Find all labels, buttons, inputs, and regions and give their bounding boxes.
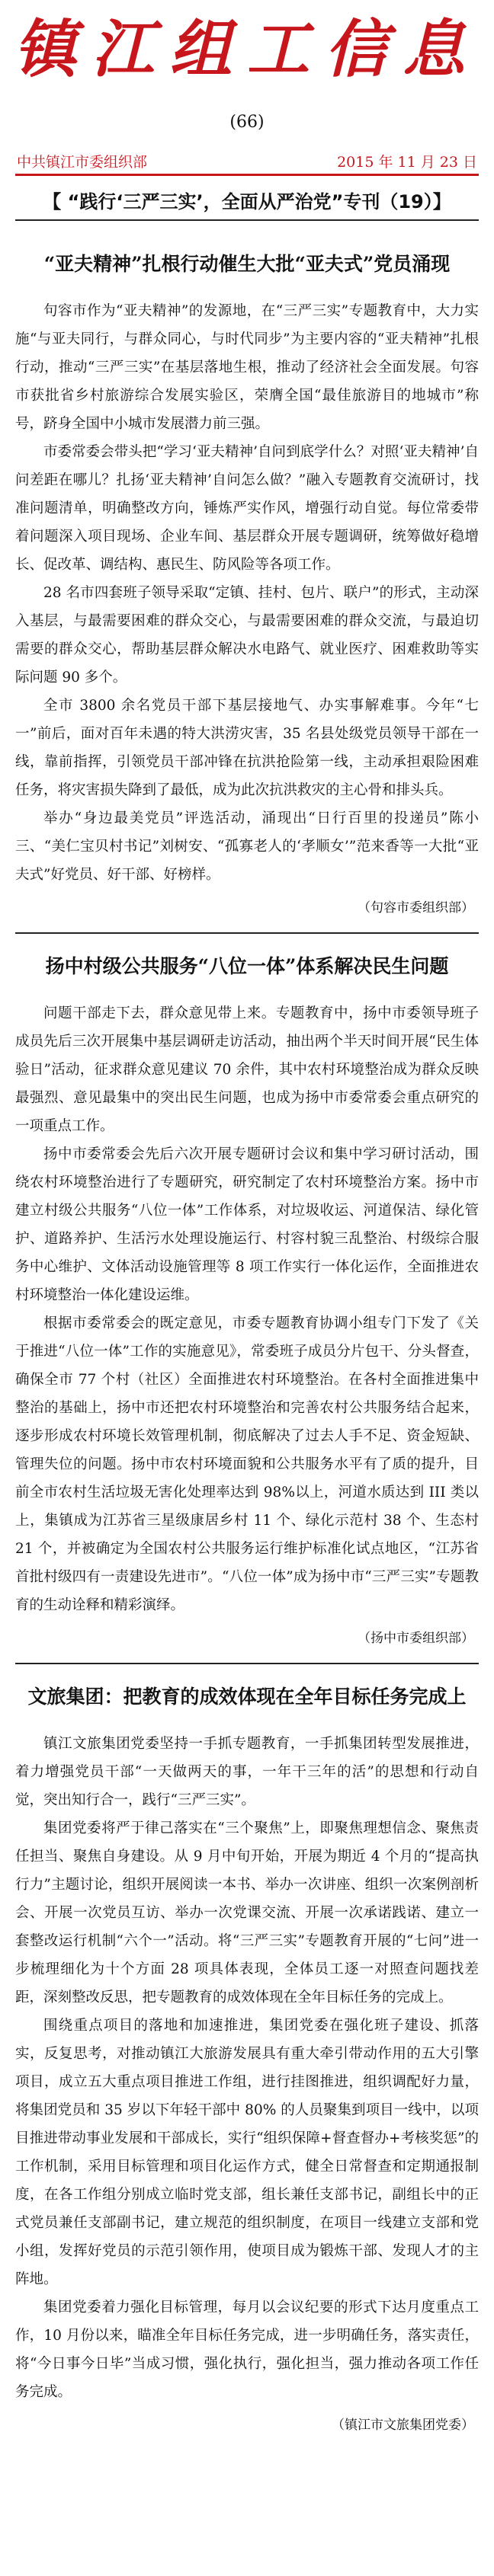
issue-number: (66): [229, 113, 265, 132]
article-paragraph: 集团党委将严于律己落实在“三个聚焦”上，即聚焦理想信念、聚焦责任担当、聚焦自身建设。从 9 月中旬开始，开展为期近 4 个月的“提高执行力”主题讨论，组织开展阅读一本书、举办一次讲座、组织一次案例剖析会、开展一次党员互访、举办一次党课交流、开展一次承诺践诺、建立一套整改运行机制“六个一”活动。将“三严三实”专题教育开展的“七问”进一步梳理细化为十个方面 28 项具体表现，全体员工逐一对照查问题找差距，深刻整改反思，把专题教育的成效体现在全年目标任务的完成上。: [15, 1820, 479, 2006]
article-paragraph: 根据市委常委会的既定意见，市委专题教育协调小组专门下发了《关于推进“八位一体”工作的实施意见》，常委班子成员分片包干、分头督查，确保全市 77 个村（社区）全面推进农村环境整治。在各村全面推进集中整治的基础上，扬中市还把农村环境整治和完善农村公共服务结合起来，逐步形成农村环境长效管理机制，彻底解决了过去人手不足、资金短缺、管理失位的问题。扬中市农村环境面貌和公共服务水平有了质的提升，目前全市农村生活垃圾无害化处理率达到 98%以上，河道水质达到 III 类以上，集镇成为江苏省三星级康居乡村 11 个、绿化示范村 38 个、生态村 21 个，并被确定为全国农村公共服务运行维护标准化试点地区，“江苏省首批村级四有一责建设先进市”。“八位一体”成为扬中市“三严三实”专题教育的生动诠释和精彩演绎。: [15, 1315, 479, 1613]
article-paragraph: 扬中市委常委会先后六次开展专题研讨会议和集中学习研讨活动，围绕农村环境整治进行了专题研究，研究制定了农村环境整治方案。扬中市建立村级公共服务“八位一体”工作体系，对垃圾收运、河道保洁、绿化管护、道路养护、生活污水处理设施运行、村容村貌三乱整治、村级综合服务中心维护、文体活动设施管理等 8 项工作实行一体化运作，全面推进农村环境整治一体化建设运维。: [15, 1146, 479, 1303]
article-title: “亚夫精神”扎根行动催生大批“亚夫式”党员涌现: [43, 253, 451, 275]
article-paragraph: 句容市作为“亚夫精神”的发源地，在“三严三实”专题教育中，大力实施“与亚夫同行，与群众同心，与时代同步”为主要内容的“亚夫精神”扎根行动，推动“三严三实”在基层落地生根，推动了经济社会全面发展。句容市获批省乡村旅游综合发展实验区，荣膺全国“最佳旅游目的地城市”称号，跻身全国中小城市发展潜力前三强。: [15, 303, 479, 432]
article-paragraph: 围绕重点项目的落地和加速推进，集团党委在强化班子建设、抓落实，反复思考，对推动镇江大旅游发展具有重大牵引带动作用的五大引擎项目，成立五大重点项目推进工作组，进行挂图推进，组织调配好力量，将集团党员和 35 岁以下年轻干部中 80% 的人员聚集到项目一线中，以项目推进带动事业发展和干部成长，实行“组织保障+督查督办+考核奖惩”的工作机制，采用目标管理和项目化运作方式，健全日常督查和定期通报制度，在各工作组分别成立临时党支部，组长兼任支部书记，副组长中的正式党员兼任支部副书记，建立规范的组织制度，在项目一线建立支部和党小组，发挥好党员的示范引领作用，使项目成为锻炼干部、发现人才的主阵地。: [15, 2018, 479, 2287]
article-title: 扬中村级公共服务“八位一体”体系解决民生问题: [45, 955, 449, 977]
article-paragraph: 举办“身边最美党员”评选活动，涌现出“日行百里的投递员”陈小三、“美仁宝贝村书记”刘树安、“孤寡老人的‘孝顺女’”范来香等一大批“亚夫式”好党员、好干部、好榜样。: [15, 810, 479, 883]
article-paragraph: 集团党委着力强化目标管理，每月以会议纪要的形式下达月度重点工作，10 月份以来，瞄准全年目标任务完成，进一步明确任务，落实责任，将“今日事今日毕”当成习惯，强化执行，强化担当，强力推动各项工作任务完成。: [15, 2300, 479, 2400]
article-1: [15, 251, 479, 2433]
publish-date: 2015 年 11 月 23 日: [337, 154, 477, 171]
article-paragraph: 市委常委会带头把“学习‘亚夫精神’自问到底学什么？对照‘亚夫精神’自问差距在哪儿？扎扬‘亚夫精神’自问怎么做？”融入专题教育交流研讨，找准问题清单，明确整改方向，锤炼严实作风，增强行动自觉。每位常委带着问题深入项目现场、企业车间、基层群众开展专题调研，统筹做好稳增长、促改革、调结构、惠民生、防风险等各项工作。: [15, 444, 479, 573]
series-title: 【 “践行‘三严三实’，全面从严治党”专刊（19）】: [43, 191, 451, 213]
article-paragraph: 镇江文旅集团党委坚持一手抓专题教育，一手抓集团转型发展推进，着力增强党员干部“一天做两天的事，一年干三年的活”的思想和行动自觉，突出知行合一，践行“三严三实”。: [15, 1736, 479, 1808]
article-paragraph: 问题干部走下去，群众意见带上来。专题教育中，扬中市委领导班子成员先后三次开展集中基层调研走访活动，抽出两个半天时间开展“民生体验日”活动，征求群众意见建议 70 余件，其中农村环境整治成为群众反映最强烈、意见最集中的突出民生问题，也成为扬中市委常委会重点研究的一项重点工作。: [15, 1005, 479, 1134]
publisher: 中共镇江市委组织部: [17, 154, 148, 171]
article-title: 文旅集团：把教育的成效体现在全年目标任务完成上: [27, 1686, 467, 1708]
article-source: （句容市委组织部）: [358, 900, 474, 916]
article-divider: [15, 1663, 479, 1664]
article-source: （扬中市委组织部）: [358, 1631, 474, 1646]
article-divider: [15, 932, 479, 934]
article-paragraph: 全市 3800 余名党员干部下基层接地气、办实事解难事。今年“七一”前后，面对百年未遇的特大洪涝灾害，35 名县处级党员领导干部在一线，靠前指挥，引领党员干部冲锋在抗洪抢险第一线，主动承担艰险困难任务，将灾害损失降到了最低，成为此次抗洪救灾的主心骨和排头兵。: [15, 698, 479, 798]
article-source: （镇江市文旅集团党委）: [332, 2418, 474, 2433]
series-divider: [15, 219, 479, 221]
header-divider: [15, 174, 479, 176]
masthead-title: 镇江组工信息: [14, 13, 480, 86]
article-paragraph: 28 名市四套班子领导采取“定镇、挂村、包片、联户”的形式，主动深入基层，与最需要困难的群众交心，与最需要困难的群众交流，与最迫切需要的群众交心，帮助基层群众解决水电路气、就业医疗、困难救助等实际问题 90 多个。: [15, 585, 479, 686]
